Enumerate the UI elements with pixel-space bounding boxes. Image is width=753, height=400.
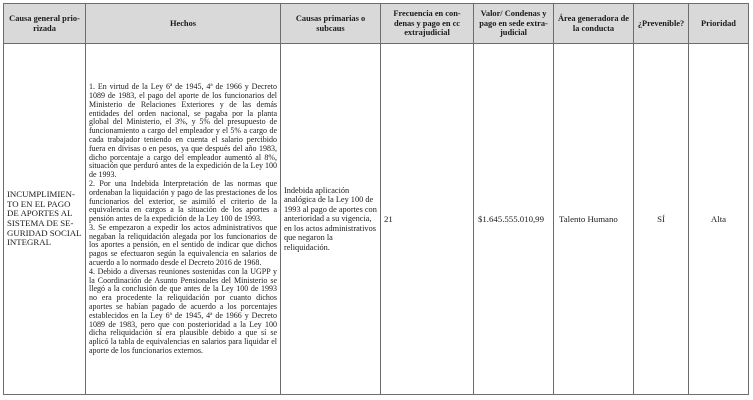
cell-valor: $1.645.555.010,99 xyxy=(474,44,554,395)
cell-prevenible: SÍ xyxy=(634,44,689,395)
table-body xyxy=(4,44,749,395)
table-header xyxy=(4,4,749,44)
table-row xyxy=(4,44,749,395)
header-prevenible: ¿Prevenible? xyxy=(634,4,689,44)
cell-causa-general: INCUMPLIMIEN-TO EN EL PAGO DE APORTES AL SISTEMA DE SE-GURIDAD SOCIAL INTEGRAL xyxy=(4,44,86,395)
hecho-2: 2. Por una Indebida Interpretación de las normas que ordenaban la liquidación y pago de las prestaciones de los funcionarios del exterior, se asimiló el criterio de la equivalencia en cargos a la situación de los aportes a pensión antes de la expedición de la Ley 100 de 1993. xyxy=(89,178,277,224)
cell-causas-primarias: Indebida aplicación analógica de la Ley 100 de 1993 al pago de aportes con anterioridad a su vigencia, en los actos administrativos que negaron la reliquidación. xyxy=(281,44,381,395)
header-valor: Valor/ Condenas y pago en sede extra-judicial xyxy=(474,4,554,44)
header-causas-primarias: Causas primarias o subcaus xyxy=(281,4,381,44)
header-hechos: Hechos xyxy=(86,4,281,44)
hecho-3: 3. Se empezaron a expedir los actos administrativos que negaban la reliquidación alegada por los funcionarios de los aportes a pensión, en el sentido de indicar que dichos pagos se efectuaron según la equivalencia en salarios de acuerdo a lo normado desde el Decreto 2016 de 1968. xyxy=(89,222,277,268)
header-area: Área generadora de la conducta xyxy=(554,4,634,44)
cell-prioridad: Alta xyxy=(689,44,749,395)
cell-frecuencia: 21 xyxy=(381,44,474,395)
header-frecuencia: Frecuencia en con-denas y pago en cc extrajudicial xyxy=(381,4,474,44)
header-causa-general: Causa general prio-rizada xyxy=(4,4,86,44)
hecho-4: 4. Debido a diversas reuniones sostenidas con la UGPP y la Coordinación de Asunto Pensionales del Ministerio se llegó a la conclusión de que antes de la Ley 100 de 1993 no era procedente la reliquidación por cuanto dichos aportes se habían pagado de acuerdo a los porcentajes establecidos en la Ley 6ª de 1945, 4ª de 1966 y Decreto 1089 de 1983, pero que con posterioridad a la Ley 100 dicha reliquidación sí era plausible debido a que sí se aplicó la tabla de equivalencias en salarios para liquidar el aporte de los funcionarios externos. xyxy=(89,266,277,356)
hecho-1: 1. En virtud de la Ley 6ª de 1945, 4ª de 1966 y Decreto 1089 de 1983, el pago del aporte de los funcionarios del Ministerio de Relaciones Exteriores y de las demás entidades del orden nacional, se pagaba por la planta global del Ministerio, el 3%, y 5% del presupuesto de funcionamiento a cargo del empleador y el 5% a cargo de cada trabajador teniendo en cuenta el salario percibido fuera en divisas o en pesos, ya que después del año 1983, dicho porcentaje a cargo del empleador aumentó al 8%, situación que perduró antes de la expedición de la Ley 100 de 1993. xyxy=(89,82,277,180)
cell-hechos xyxy=(86,44,281,395)
cell-area: Talento Humano xyxy=(554,44,634,395)
header-prioridad: Prioridad xyxy=(689,4,749,44)
header-row xyxy=(4,4,749,44)
causes-table xyxy=(3,3,749,395)
